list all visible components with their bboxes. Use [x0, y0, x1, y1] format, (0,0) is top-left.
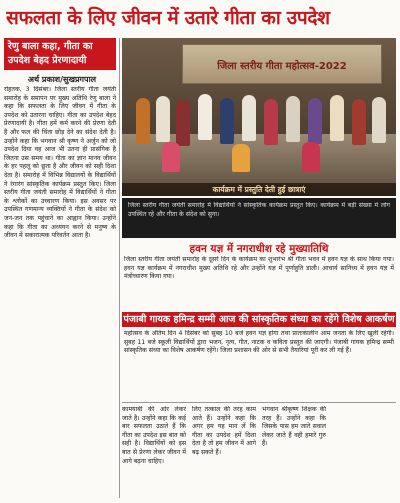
punjabi-section-title: पंजाबी गायक हमिन्द्र सम्मी आज की सांस्कृतिक संध्या का रहेंगे विशेष आकर्षण — [123, 314, 395, 325]
person-figure — [220, 98, 234, 144]
dancer-figure — [232, 144, 250, 172]
person-figure — [264, 99, 278, 145]
punjabi-section-text: महोत्सव के अंतिम दिन 4 दिसंबर को सुबह 10 बजे हवन यज्ञ होगा तथा प्रातःकालीन आम जनता के लिए खुली रहेगी। सुबह 11 बजे स्कूली विद्यार्थियों द्वारा भजन, नृत्य, गीत, नाटक व कविता प्रस्तुत की जाएगी। पंजाबी गायक हमिन्द्र सम्मी सांस्कृतिक संध्या का विशेष आकर्षण रहेंगे। जिला प्रशासन की ओर से सभी तैयारियां पूरी कर ली गई हैं। — [124, 330, 394, 355]
person-figure — [198, 94, 212, 140]
article-subhead: रेणु बाला कहा, गीता का उपदेश बेहद प्रेरणादायी — [4, 38, 116, 70]
person-figure — [286, 96, 300, 142]
article-column-2: कामयाबी की ओर लेकर जाते है। उन्होंने कहा कि कई बार सफलता उठाते हैं कि गीता का उपदेश इस बात को सही है। विद्यार्थियों को इस बात से प्रेरणा लेकर जीवन में आगे बढ़ना चाहिए। — [122, 406, 186, 465]
person-figure — [176, 100, 190, 146]
person-figure — [372, 97, 386, 143]
article-column-1: रोहतक, 3 दिसंबर। जिला स्तरीय गीता जयंती समारोह के समापन पर मुख्य अतिथि रेणु बाला ने कहा कि सफलता के लिए जीवन में गीता के उपदेश को उतारना चाहिए। गीता का उपदेश बेहद प्रेरणादायी है। गीता हमें कर्म करने की प्रेरणा देती है और फल की चिंता छोड़ देने का संदेश देती है। उन्होंने कहा कि भगवान श्री कृष्ण ने अर्जुन को जो उपदेश दिया वह आज भी उतना ही प्रासंगिक है जितना उस समय था। गीता का ज्ञान मानव जीवन के हर पहलू को छूता है और जीवन को सही दिशा देता है। समारोह में विभिन्न विद्यालयों के विद्यार्थियों ने रंगारंग सांस्कृतिक कार्यक्रम प्रस्तुत किए। जिला स्तरीय गीता जयंती समारोह में विद्यार्थियों ने गीता के श्लोकों का उच्चारण किया। इस अवसर पर उपस्थित गणमान्य व्यक्तियों ने गीता के संदेश को जन-जन तक पहुंचाने का आह्वान किया। उन्होंने कहा कि गीता का अध्ययन करने से मनुष्य के जीवन में सकारात्मक परिवर्तन आता है। — [4, 86, 116, 240]
stage-banner-title: जिला स्तरीय गीता महोत्सव-2022 — [217, 61, 347, 72]
event-photo — [122, 38, 396, 196]
photo-caption: कार्यक्रम में प्रस्तुति देती हुई छात्राएं — [122, 183, 396, 196]
article-headline: सफलता के लिए जीवन में उतारे गीता का उपदेश — [6, 7, 330, 29]
section-divider — [122, 402, 396, 403]
article-column-3: लिए तत्काल की तरह काम आते हैं। उन्होंने कहा कि अगर हम यह मान लें कि गीता का उपदेश हमें दिशा देता है तो हम जीवन में आगे बढ़ सकते हैं। — [192, 406, 256, 456]
article-column-4: भगवान श्रीकृष्ण शिक्षक की तरह हैं। उन्होंने कहा कि जिसके पास हम जाते सवाल लेकर जाते हैं वही हमारे गुरु हैं। — [262, 406, 326, 448]
person-figure — [242, 95, 256, 141]
havan-section-text: जिला स्तरीय गीता जयंती समारोह के दूसरे दिन के कार्यक्रम का शुभारंभ श्री गीता भवन में हवन यज्ञ के साथ किया गया। हवन यज्ञ कार्यक्रम में नगराधीश मुख्य अतिथि रहे और उन्होंने यज्ञ में पूर्णाहुति डाली। आचार्य सानिध्य में हवन यज्ञ में मंत्रोच्चारण किया गया। — [124, 256, 394, 281]
dancer-figure — [302, 142, 320, 172]
column-divider — [119, 38, 120, 498]
person-figure — [330, 95, 344, 141]
stage-banner — [182, 44, 382, 84]
havan-section-title: हवन यज्ञ में नगराधीश रहे मुख्यातिथि — [189, 243, 329, 255]
article-byline: अर्थ प्रकाश/सुखप्रगपाल — [27, 75, 97, 84]
person-figure — [156, 96, 170, 142]
photo-caption-box — [122, 198, 396, 238]
photo-caption-text: जिला स्तरीय गीता जयंती समारोह में विद्यार्थियों ने सांस्कृतिक कार्यक्रम प्रस्तुत किए। कार्यक्रम में बड़ी संख्या में लोग उपस्थित रहे और गीता के संदेश को सुना। — [128, 202, 390, 218]
person-figure — [308, 98, 322, 144]
person-figure — [352, 99, 366, 145]
person-figure — [136, 98, 150, 144]
dancer-figure — [162, 142, 180, 172]
